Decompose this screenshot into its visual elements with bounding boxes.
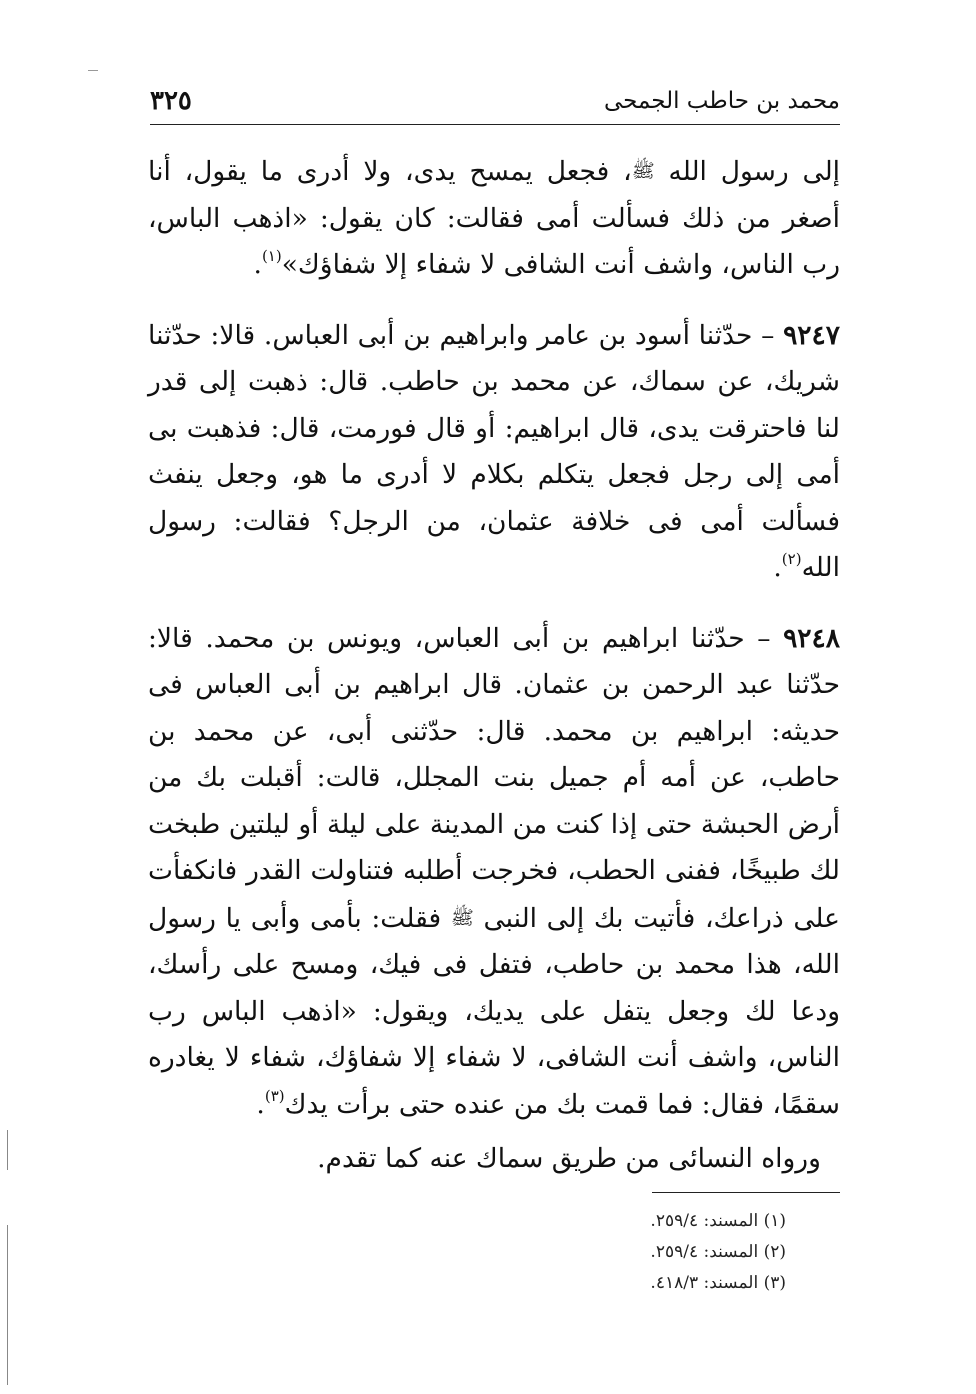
text-run: ، فجعل يمسح يدى، ولا أدرى ما يقول، أنا أصغر من ذلك فسألت أمى فقالت: كان يقول: «اذهب الباس، رب الناس، واشف أنت الشافى لا شفاء إلا شفاؤك» xyxy=(148,156,840,280)
text-run: فقلت: بأمى وأبى يا رسول الله، هذا محمد بن حاطب، فتفل فى فيك، ومسح على رأسك، ودعا لك وجعل يتفل على يديك، ويقول: «اذهب الباس رب الناس، واشف أنت الشافى، لا شفاء إلا شفاؤك، شفاء لا يغادره سقمًا، فقال: فما قمت بك من عنده حتى برأت يدك xyxy=(148,902,840,1120)
paragraph-continuation xyxy=(148,148,840,289)
text-run: . xyxy=(256,1088,265,1120)
hadith-9247 xyxy=(148,313,840,592)
footnotes-section xyxy=(386,1206,786,1299)
page-header xyxy=(150,78,840,125)
footnote-2: (٢) المسند: ٢٥٩/٤. xyxy=(650,1242,786,1262)
closing-note: ورواه النسائى من طريق سماك عنه كما تقدم. xyxy=(317,1143,821,1174)
footnote-reference[interactable]: (٢) xyxy=(781,550,802,568)
honorific-glyph: ﷺ xyxy=(450,906,474,929)
hadith-number: ٩٢٤٨ xyxy=(783,622,840,654)
footnote-3: (٣) المسند: ٤١٨/٣. xyxy=(650,1273,786,1293)
running-title: محمد بن حاطب الجمحى xyxy=(603,88,840,114)
honorific-glyph: ﷺ xyxy=(631,160,655,182)
main-text xyxy=(148,148,840,1183)
footnote-reference[interactable]: (٣) xyxy=(264,1086,285,1105)
scan-artifact-edge-mark xyxy=(7,1130,8,1170)
footnote-1: (١) المسند: ٢٥٩/٤. xyxy=(650,1211,786,1231)
text-run: إلى رسول الله xyxy=(668,156,841,187)
scan-artifact-dash xyxy=(88,70,98,71)
text-run: – حدّثنا أسود بن عامر وابراهيم بن أبى العباس. قالا: حدّثنا شريك، عن سماك، عن محمد بن حاطب. قال: ذهبت إلى قدر لنا فاحترقت يدى، قال ابراهيم: أو قال فورمت، قال: فذهبت بى أمى إلى رجل فجعل يتكلم بكلام لا أدرى ما هو، وجعل ينفث فسألت أمى فى خلافة عثمان، من الرجل؟ فقالت: رسول الله xyxy=(148,319,840,583)
footnote-separator xyxy=(652,1192,840,1193)
scan-artifact-edge-line xyxy=(7,1225,8,1385)
text-run: . xyxy=(253,249,262,280)
page-number: ٣٢٥ xyxy=(150,86,192,116)
hadith-number: ٩٢٤٧ xyxy=(783,319,840,351)
hadith-9248 xyxy=(148,616,840,1129)
footnote-reference[interactable]: (١) xyxy=(261,247,282,265)
text-run: . xyxy=(773,552,782,583)
text-run: – حدّثنا ابراهيم بن أبى العباس، ويونس بن محمد. قالا: حدّثنا عبد الرحمن بن عثمان. قال ابراهيم بن أبى العباس فى حديثه: ابراهيم بن محمد. قال: حدّثنى أبى، عن محمد بن حاطب، عن أمه أم جميل بنت المجلل، قالت: أقبلت بك من أرض الحبشة حتى إذا كنت من المدينة على ليلة أو ليلتين طبخت لك طبيخًا، ففنى الحطب، فخرجت أطلبه فتناولت القدر فانكفأت على ذراعك، فأتيت بك إلى النبى xyxy=(148,622,840,934)
